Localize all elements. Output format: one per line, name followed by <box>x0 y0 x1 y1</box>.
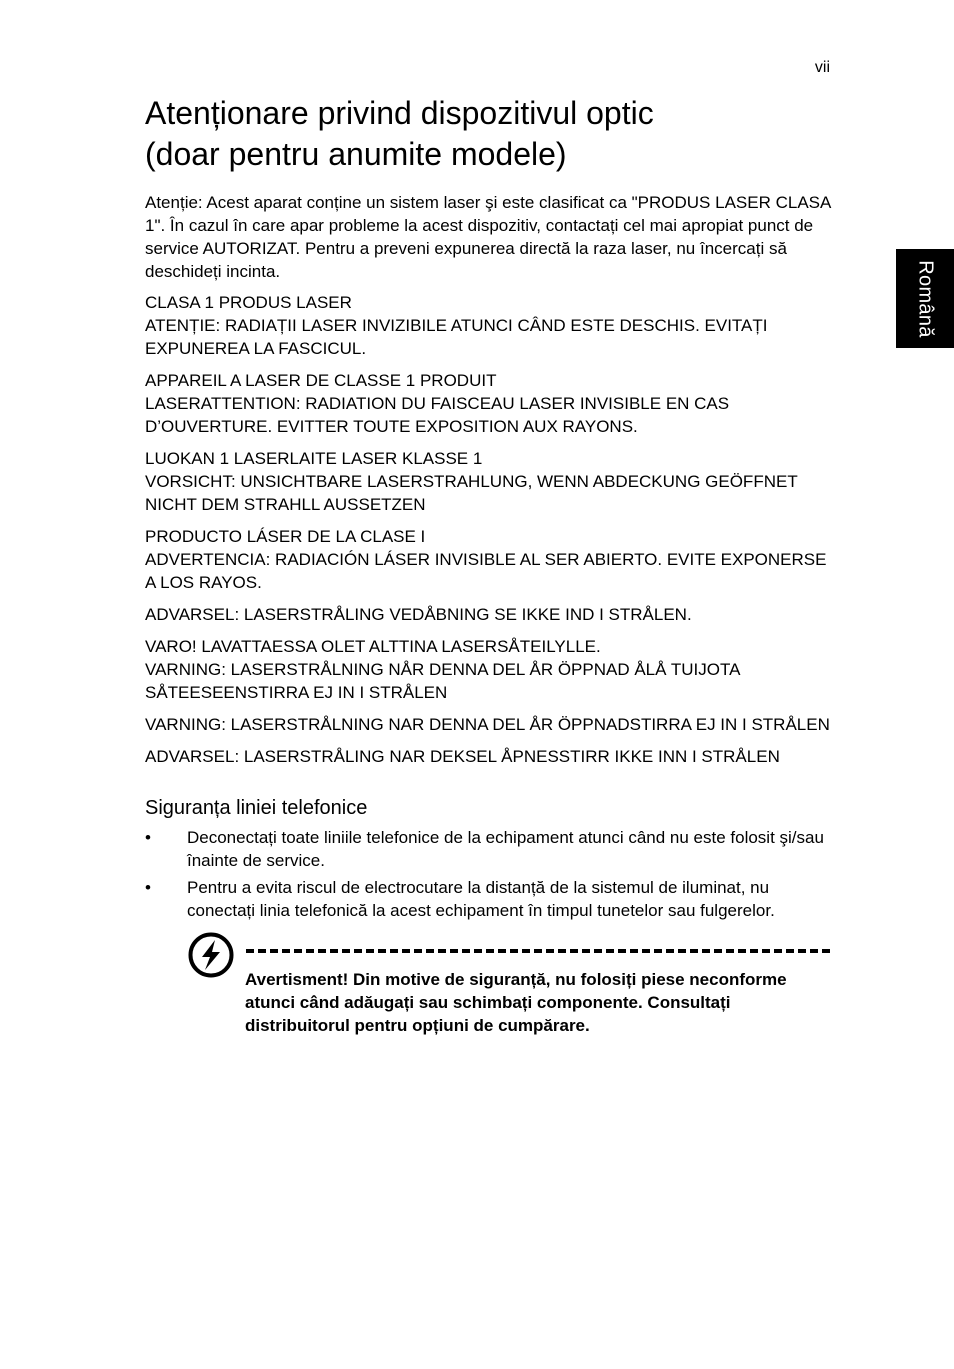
laser-line: ADVERTENCIA: RADIACIÓN LÁSER INVISIBLE AL SER ABIERTO. EVITE EXPONERSE A LOS RAYOS. <box>145 550 827 592</box>
laser-block-sv <box>145 713 835 736</box>
laser-line: ADVARSEL: LASERSTRÅLING VEDÅBNING SE IKKE IND I STRÅLEN. <box>145 605 692 624</box>
laser-line: VORSICHT: UNSICHTBARE LASERSTRAHLUNG, WENN ABDECKUNG GEÖFFNET NICHT DEM STRAHLL AUSSETZEN <box>145 472 798 514</box>
list-item-text: Pentru a evita riscul de electrocutare la distanță de la sistemul de iluminat, nu conectați linia telefonică la acest echipament în timpul tunetelor sau fulgerelor. <box>187 878 775 920</box>
language-tab-label: Română <box>914 259 937 338</box>
laser-line: ADVARSEL: LASERSTRÅLING NAR DEKSEL ÅPNESSTIRR IKKE INN I STRÅLEN <box>145 747 780 766</box>
laser-line: VARO! LAVATTAESSA OLET ALTTINA LASERSÅTEILYLLE. <box>145 637 601 656</box>
lightning-warning-icon <box>188 932 234 978</box>
laser-block-ro <box>145 291 835 360</box>
title-line-2: (doar pentru anumite modele) <box>145 136 567 172</box>
list-item <box>145 876 835 922</box>
laser-line: ATENȚIE: RADIAȚII LASER INVIZIBILE ATUNCI CÂND ESTE DESCHIS. EVITAȚI EXPUNEREA LA FASCICUL. <box>145 316 768 358</box>
page-title <box>145 93 835 175</box>
laser-line: VARNING: LASERSTRÅLNING NAR DENNA DEL ÅR ÖPPNADSTIRRA EJ IN I STRÅLEN <box>145 715 830 734</box>
warning-dashed-divider <box>246 949 830 953</box>
phone-safety-heading: Siguranța liniei telefonice <box>145 797 368 819</box>
phone-safety-list <box>145 826 835 922</box>
laser-block-fr <box>145 369 835 438</box>
laser-block-es <box>145 525 835 594</box>
warning-box <box>145 932 835 1052</box>
laser-line: CLASA 1 PRODUS LASER <box>145 293 352 312</box>
page-number: vii <box>814 59 830 76</box>
language-side-tab <box>896 249 954 348</box>
laser-line: VARNING: LASERSTRÅLNING NÅR DENNA DEL ÅR ÖPPNAD ÅLÅ TUIJOTA SÅTEESEENSTIRRA EJ IN I STRÅLEN <box>145 660 740 702</box>
bullet-icon: • <box>145 878 151 897</box>
list-item <box>145 826 835 872</box>
page-content <box>145 93 835 1052</box>
laser-line: LUOKAN 1 LASERLAITE LASER KLASSE 1 <box>145 449 483 468</box>
warning-text: Avertisment! Din motive de siguranță, nu folosiți piese neconforme atunci când adăugați sau schimbați componente. Consultați distribuitorul pentru opțiuni de cumpărare. <box>245 970 787 1035</box>
laser-line: PRODUCTO LÁSER DE LA CLASE I <box>145 527 426 546</box>
intro-paragraph: Atenție: Acest aparat conține un sistem laser şi este clasificat ca "PRODUS LASER CLASA 1". În cazul în care apar probleme la acest dispozitiv, contactați cel mai apropiat punct de service AUTORIZAT. Pentru a preveni expunerea directă la raza laser, nu încercați să deschideți incinta. <box>145 193 831 281</box>
bullet-icon: • <box>145 828 151 847</box>
laser-block-da <box>145 603 835 626</box>
laser-line: LASERATTENTION: RADIATION DU FAISCEAU LASER INVISIBLE EN CAS D’OUVERTURE. EVITTER TOUTE EXPOSITION AUX RAYONS. <box>145 394 730 436</box>
laser-block-no <box>145 745 835 768</box>
laser-block-fi-sv <box>145 635 835 704</box>
laser-block-de <box>145 447 835 516</box>
laser-line: APPAREIL A LASER DE CLASSE 1 PRODUIT <box>145 371 497 390</box>
title-line-1: Atenționare privind dispozitivul optic <box>145 95 654 131</box>
list-item-text: Deconectați toate liniile telefonice de la echipament atunci când nu este folosit şi/sau înainte de service. <box>187 828 824 870</box>
